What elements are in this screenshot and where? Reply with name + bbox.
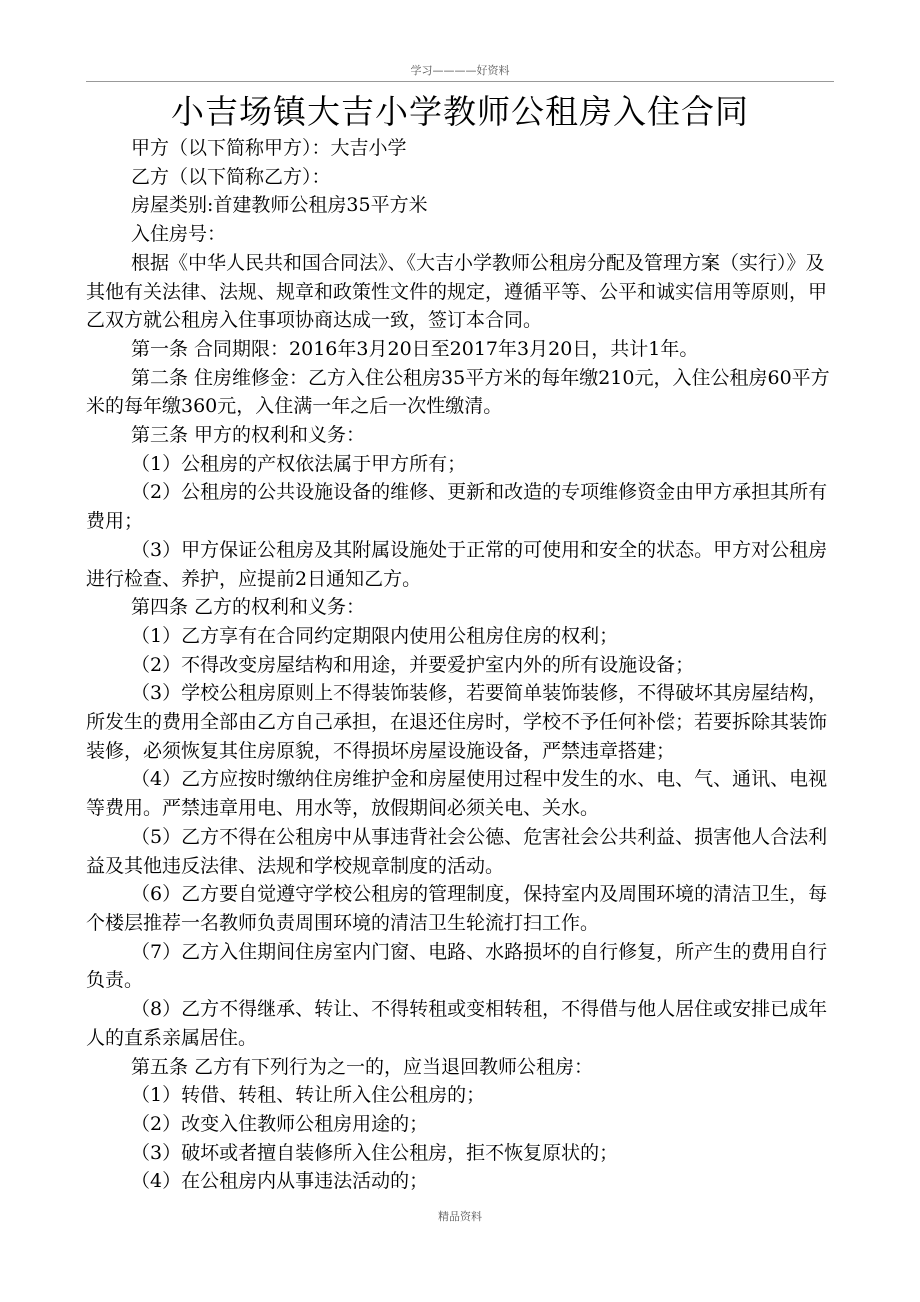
house-type-line: 房屋类别:首建教师公租房35平方米 <box>131 194 428 217</box>
article-1: 第一条 合同期限：2016年3月20日至2017年3月20日，共计1年。 <box>131 337 699 360</box>
article-4-item-1: （1）乙方享有在合同约定期限内使用公租房住房的权利； <box>131 624 619 647</box>
article-4-item-5: （5）乙方不得在公租房中从事违背社会公德、危害社会公共利益、损害他人合法利益及其他违反法律、法规和学校规章制度的活动。 <box>86 825 828 877</box>
article-5-item-4: （4）在公租房内从事违法活动的； <box>131 1170 429 1193</box>
article-3-item-1: （1）公租房的产权依法属于甲方所有； <box>131 452 467 475</box>
article-2: 第二条 住房维修金：乙方入住公租房35平方米的每年缴210元，入住公租房60平方米的每年缴360元，入住满一年之后一次性缴清。 <box>86 366 830 418</box>
document-title: 小吉场镇大吉小学教师公租房入住合同 <box>171 92 749 131</box>
article-3-heading: 第三条 甲方的权利和义务： <box>131 424 366 447</box>
article-5-item-3: （3）破坏或者擅自装修所入住公租房，拒不恢复原状的； <box>131 1141 619 1164</box>
article-5-item-2: （2）改变入住教师公租房用途的； <box>131 1112 429 1135</box>
article-5-item-1: （1）转借、转租、转让所入住公租房的； <box>131 1084 486 1107</box>
article-5-heading: 第五条 乙方有下列行为之一的，应当退回教师公租房： <box>131 1055 594 1078</box>
room-number-line: 入住房号： <box>131 223 227 246</box>
preamble-paragraph: 根据《中华人民共和国合同法》、《大吉小学教师公租房分配及管理方案（实行）》及其他有关法律、法规、规章和政策性文件的规定，遵循平等、公平和诚实信用等原则，甲乙双方就公租房入住事项协商达成一致，签订本合同。 <box>86 251 828 332</box>
contract-body <box>86 134 834 1196</box>
page-header: 学习————好资料 <box>410 64 510 77</box>
article-4-item-3: （3）学校公租房原则上不得装饰装修，若要简单装饰装修，不得破坏其房屋结构，所发生的费用全部由乙方自己承担，在退还住房时，学校不予任何补偿；若要拆除其装饰装修，必须恢复其住房原貌，不得损坏房屋设施设备，严禁违章搭建； <box>86 682 828 762</box>
article-3-item-2: （2）公租房的公共设施设备的维修、更新和改造的专项维修资金由甲方承担其所有费用； <box>86 481 828 533</box>
article-4-item-2: （2）不得改变房屋结构和用途，并要爱护室内外的所有设施设备； <box>131 653 695 676</box>
header-divider <box>86 81 834 82</box>
page-footer: 精品资料 <box>438 1210 482 1223</box>
article-4-item-6: （6）乙方要自觉遵守学校公租房的管理制度，保持室内及周围环境的清洁卫生，每个楼层推荐一名教师负责周围环境的清洁卫生轮流打扫工作。 <box>86 883 828 934</box>
article-4-item-4: （4）乙方应按时缴纳住房维护金和房屋使用过程中发生的水、电、气、通讯、电视等费用。严禁违章用电、用水等，放假期间必须关电、关水。 <box>86 768 828 820</box>
party-b-line: 乙方（以下简称乙方）： <box>131 165 331 188</box>
party-a-line: 甲方（以下简称甲方）：大吉小学 <box>131 137 407 159</box>
article-4-heading: 第四条 乙方的权利和义务： <box>131 596 366 619</box>
article-3-item-3: （3）甲方保证公租房及其附属设施处于正常的可使用和安全的状态。甲方对公租房进行检查、养护，应提前2日通知乙方。 <box>86 538 828 590</box>
article-4-item-8: （8）乙方不得继承、转让、不得转租或变相转租，不得借与他人居住或安排已成年人的直系亲属居住。 <box>86 998 828 1049</box>
article-4-item-7: （7）乙方入住期间住房室内门窗、电路、水路损坏的自行修复，所产生的费用自行负责。 <box>86 940 828 992</box>
